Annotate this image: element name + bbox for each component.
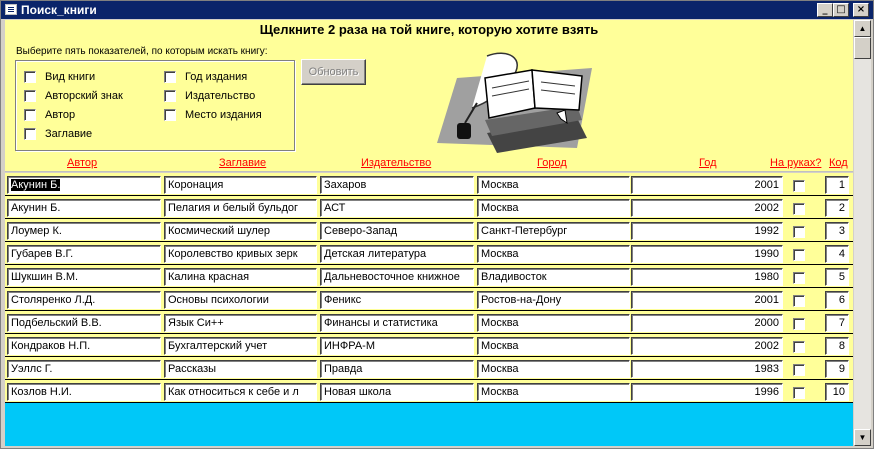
title-field[interactable]: Как относиться к себе и л <box>164 383 317 401</box>
title-field[interactable]: Рассказы <box>164 360 317 378</box>
scroll-thumb[interactable] <box>854 37 871 59</box>
publisher-field[interactable]: АСТ <box>320 199 474 217</box>
title-field[interactable]: Бухгалтерский учет <box>164 337 317 355</box>
author-field[interactable]: Шукшин В.М. <box>7 268 161 286</box>
publisher-field[interactable]: Дальневосточное книжное <box>320 268 474 286</box>
author-field[interactable]: Уэллс Г. <box>7 360 161 378</box>
column-header-year[interactable]: Год <box>699 157 717 169</box>
author-field[interactable]: Акунин Б. <box>7 199 161 217</box>
city-field[interactable]: Москва <box>477 337 630 355</box>
year-field[interactable]: 1996 <box>631 383 783 401</box>
city-field[interactable]: Москва <box>477 199 630 217</box>
filter-group <box>15 60 295 151</box>
table-row[interactable] <box>5 219 853 242</box>
year-field[interactable]: 2001 <box>631 176 783 194</box>
year-field[interactable]: 1992 <box>631 222 783 240</box>
filter-label: Авторский знак <box>45 90 123 102</box>
filter-label: Заглавие <box>45 128 93 140</box>
page-title: Щелкните 2 раза на той книге, которую хотите взять <box>259 22 599 37</box>
code-field[interactable]: 6 <box>825 291 849 309</box>
city-field[interactable]: Москва <box>477 176 630 194</box>
city-field[interactable]: Москва <box>477 360 630 378</box>
table-row[interactable] <box>5 334 853 357</box>
title-field[interactable]: Язык Си++ <box>164 314 317 332</box>
books-clipart <box>417 48 607 153</box>
publisher-field[interactable]: Детская литература <box>320 245 474 263</box>
table-row[interactable] <box>5 311 853 334</box>
code-field[interactable]: 8 <box>825 337 849 355</box>
checkbox[interactable] <box>164 71 176 83</box>
code-field[interactable]: 3 <box>825 222 849 240</box>
column-header-on-hand[interactable]: На руках? <box>770 157 822 169</box>
table-row[interactable] <box>5 265 853 288</box>
on-hand-checkbox[interactable] <box>793 249 805 261</box>
filter-label: Вид книги <box>45 71 96 83</box>
inkwell <box>457 123 471 139</box>
code-field[interactable]: 10 <box>825 383 849 401</box>
year-field[interactable]: 2002 <box>631 199 783 217</box>
code-field[interactable]: 1 <box>825 176 849 194</box>
column-header-city[interactable]: Город <box>537 157 567 169</box>
table-row[interactable] <box>5 380 853 403</box>
checkbox[interactable] <box>24 71 36 83</box>
title-field[interactable]: Космический шулер <box>164 222 317 240</box>
table-row[interactable] <box>5 196 853 219</box>
title-field[interactable]: Калина красная <box>164 268 317 286</box>
author-field[interactable]: Столяренко Л.Д. <box>7 291 161 309</box>
open-book-right-page <box>532 70 582 110</box>
checkbox[interactable] <box>24 128 36 140</box>
author-field[interactable]: Лоумер К. <box>7 222 161 240</box>
year-field[interactable]: 1990 <box>631 245 783 263</box>
title-bar[interactable] <box>1 1 873 19</box>
publisher-field[interactable]: Новая школа <box>320 383 474 401</box>
title-field[interactable]: Коронация <box>164 176 317 194</box>
maximize-button[interactable]: □ <box>833 3 849 17</box>
table-row[interactable] <box>5 173 853 196</box>
scroll-down-button[interactable]: ▼ <box>854 429 871 446</box>
column-header-code[interactable]: Код <box>829 157 848 169</box>
filter-label: Место издания <box>185 109 262 121</box>
on-hand-checkbox[interactable] <box>793 318 805 330</box>
code-field[interactable]: 2 <box>825 199 849 217</box>
vertical-scrollbar[interactable] <box>854 20 871 446</box>
form-footer <box>5 403 853 446</box>
city-field[interactable]: Санкт-Петербург <box>477 222 630 240</box>
code-field[interactable]: 7 <box>825 314 849 332</box>
filter-label: Автор <box>45 109 76 121</box>
column-header-title[interactable]: Заглавие <box>219 157 267 169</box>
form-icon <box>5 4 17 15</box>
on-hand-checkbox[interactable] <box>793 180 805 192</box>
publisher-field[interactable]: Захаров <box>320 176 474 194</box>
filter-label: Год издания <box>185 71 248 83</box>
publisher-field[interactable]: Северо-Запад <box>320 222 474 240</box>
column-header-author[interactable]: Автор <box>67 157 98 169</box>
city-field[interactable]: Москва <box>477 383 630 401</box>
author-field[interactable]: Губарев В.Г. <box>7 245 161 263</box>
table-row[interactable] <box>5 357 853 380</box>
checkbox[interactable] <box>24 90 36 102</box>
publisher-field[interactable]: Правда <box>320 360 474 378</box>
checkbox[interactable] <box>164 109 176 121</box>
year-field[interactable]: 1980 <box>631 268 783 286</box>
form-header <box>5 20 853 155</box>
author-field[interactable]: Кондраков Н.П. <box>7 337 161 355</box>
city-field[interactable]: Москва <box>477 314 630 332</box>
filter-label: Издательство <box>185 90 256 102</box>
on-hand-checkbox[interactable] <box>793 295 805 307</box>
on-hand-checkbox[interactable] <box>793 203 805 215</box>
column-header-publisher[interactable]: Издательство <box>361 157 432 169</box>
window-title: Поиск_книги <box>21 3 97 17</box>
city-field[interactable]: Владивосток <box>477 268 630 286</box>
publisher-field[interactable]: Феникс <box>320 291 474 309</box>
column-headers <box>5 155 853 172</box>
publisher-field[interactable]: ИНФРА-М <box>320 337 474 355</box>
city-field[interactable]: Москва <box>477 245 630 263</box>
code-field[interactable]: 9 <box>825 360 849 378</box>
code-field[interactable]: 5 <box>825 268 849 286</box>
on-hand-checkbox[interactable] <box>793 226 805 238</box>
minimize-button[interactable]: _ <box>817 3 833 17</box>
publisher-field[interactable]: Финансы и статистика <box>320 314 474 332</box>
checkbox[interactable] <box>24 109 36 121</box>
on-hand-checkbox[interactable] <box>793 272 805 284</box>
scroll-up-button[interactable]: ▲ <box>854 20 871 37</box>
title-field[interactable]: Королевство кривых зерк <box>164 245 317 263</box>
table-row[interactable] <box>5 242 853 265</box>
on-hand-checkbox[interactable] <box>793 364 805 376</box>
table-row[interactable] <box>5 288 853 311</box>
year-field[interactable]: 2001 <box>631 291 783 309</box>
author-field[interactable]: Акунин Б. <box>7 176 161 194</box>
year-field[interactable]: 2002 <box>631 337 783 355</box>
code-field[interactable]: 4 <box>825 245 849 263</box>
author-field[interactable]: Козлов Н.И. <box>7 383 161 401</box>
year-field[interactable]: 1983 <box>631 360 783 378</box>
filter-instructions: Выберите пять показателей, по которым искать книгу: <box>16 46 268 57</box>
city-field[interactable]: Ростов-на-Дону <box>477 291 630 309</box>
checkbox[interactable] <box>164 90 176 102</box>
refresh-button[interactable]: Обновить <box>301 59 366 85</box>
close-button[interactable]: × <box>853 3 869 17</box>
title-field[interactable]: Пелагия и белый бульдог <box>164 199 317 217</box>
year-field[interactable]: 2000 <box>631 314 783 332</box>
on-hand-checkbox[interactable] <box>793 341 805 353</box>
author-field[interactable]: Подбельский В.В. <box>7 314 161 332</box>
on-hand-checkbox[interactable] <box>793 387 805 399</box>
title-field[interactable]: Основы психологии <box>164 291 317 309</box>
